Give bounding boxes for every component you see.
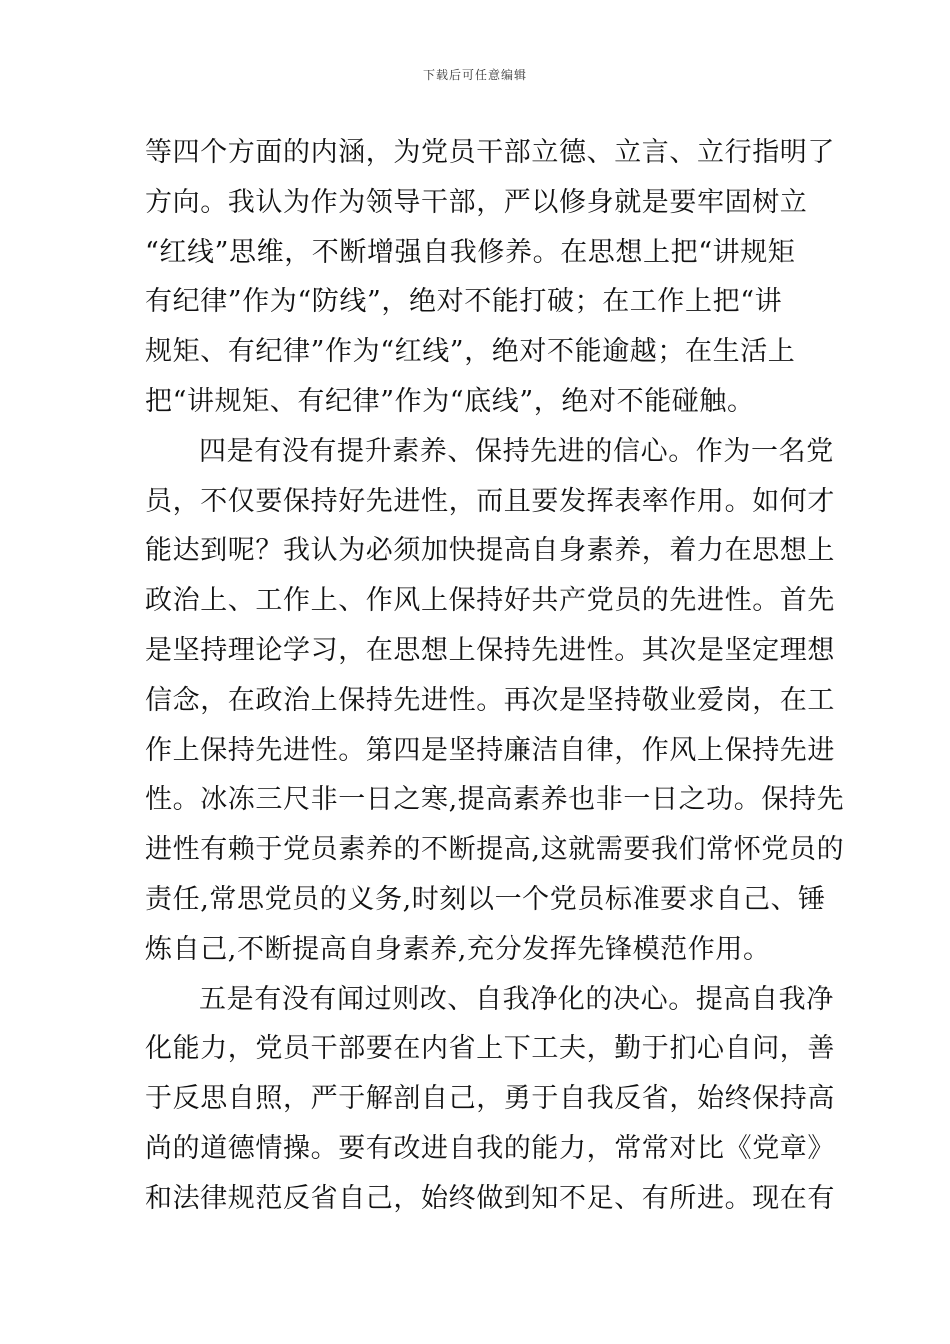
text-line: 方向。我认为作为领导干部，严以修身就是要牢固树立 [145,186,808,218]
text-line: 等四个方面的内涵，为党员干部立德、立言、立行指明了 [145,137,835,168]
text-line: 作上保持先进性。第四是坚持廉洁自律，作风上保持先进 [145,734,835,766]
header-note: 下载后可任意编辑 [422,68,527,82]
text-line: 于反思自照，严于解剖自己，勇于自我反省，始终保持高 [145,1083,835,1115]
text-line: 能达到呢？我认为必须加快提高自身素养，着力在思想上 [145,535,835,567]
text-line: 责任,常思党员的义务,时刻以一个党员标准要求自己、锤 [145,883,826,915]
paragraph-start-line: 五是有没有闻过则改、自我净化的决心。提高自我净 [199,983,834,1015]
text-line: 进性有赖于党员素养的不断提高,这就需要我们常怀党员的 [145,834,845,866]
text-line: 尚的道德情操。要有改进自我的能力，常常对比《党章》 [145,1132,835,1164]
text-line: 员，不仅要保持好先进性，而且要发挥表率作用。如何才 [145,485,835,517]
text-line: 政治上、工作上、作风上保持好共产党员的先进性。首先 [145,585,835,617]
text-line: 规矩、有纪律”作为“红线”，绝对不能逾越；在生活上 [145,336,796,368]
paragraph-start-line: 四是有没有提升素养、保持先进的信心。作为一名党 [199,435,834,467]
text-line: 把“讲规矩、有纪律”作为“底线”，绝对不能碰触。 [145,385,755,417]
text-line: 化能力，党员干部要在内省上下工夫，勤于扪心自问，善 [145,1033,835,1065]
text-line: 和法律规范反省自己，始终做到知不足、有所进。现在有 [145,1182,835,1214]
text-line: 是坚持理论学习，在思想上保持先进性。其次是坚定理想 [145,634,835,666]
text-line: 炼自己,不断提高自身素养,充分发挥先锋模范作用。 [145,933,771,965]
document-body [145,128,845,1224]
text-line: “红线”思维，不断增强自我修养。在思想上把“讲规矩 [145,236,796,268]
text-line: 性。冰冻三尺非一日之寒,提高素养也非一日之功。保持先 [145,784,845,816]
text-line: 信念，在政治上保持先进性。再次是坚持敬业爱岗，在工 [145,684,835,716]
text-line: 有纪律”作为“防线”，绝对不能打破；在工作上把“讲 [145,286,783,318]
